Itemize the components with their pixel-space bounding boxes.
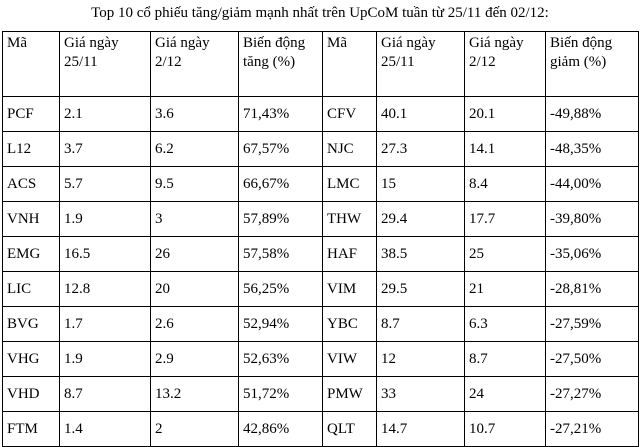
cell-price-end-gainer: 3.6 [151, 97, 239, 132]
cell-ticker-gainer: PCF [3, 97, 60, 132]
cell-price-start-loser: 29.5 [377, 272, 465, 307]
cell-price-end-loser: 10.7 [465, 412, 546, 447]
cell-ticker-gainer: VHD [3, 377, 60, 412]
cell-price-start-gainer: 1.7 [60, 307, 151, 342]
header-price-end-gainers: Giá ngày 2/12 [151, 32, 239, 97]
cell-price-start-gainer: 3.7 [60, 132, 151, 167]
cell-ticker-gainer: EMG [3, 237, 60, 272]
cell-price-end-loser: 21 [465, 272, 546, 307]
cell-price-end-gainer: 2.9 [151, 342, 239, 377]
cell-change-gain: 66,67% [239, 167, 323, 202]
cell-price-start-gainer: 5.7 [60, 167, 151, 202]
cell-price-end-gainer: 9.5 [151, 167, 239, 202]
cell-ticker-gainer: LIC [3, 272, 60, 307]
cell-price-end-gainer: 2.6 [151, 307, 239, 342]
header-price-start-losers: Giá ngày 25/11 [377, 32, 465, 97]
table-row [3, 377, 639, 412]
cell-ticker-loser: LMC [323, 167, 377, 202]
header-change-gain: Biến động tăng (%) [239, 32, 323, 97]
cell-change-gain: 42,86% [239, 412, 323, 447]
cell-price-end-loser: 20.1 [465, 97, 546, 132]
table-row [3, 237, 639, 272]
cell-price-start-gainer: 12.8 [60, 272, 151, 307]
cell-price-start-loser: 27.3 [377, 132, 465, 167]
cell-price-end-loser: 6.3 [465, 307, 546, 342]
cell-change-gain: 57,58% [239, 237, 323, 272]
table-row [3, 412, 639, 447]
cell-ticker-loser: NJC [323, 132, 377, 167]
cell-price-end-gainer: 26 [151, 237, 239, 272]
cell-price-start-loser: 38.5 [377, 237, 465, 272]
cell-ticker-loser: YBC [323, 307, 377, 342]
cell-price-end-loser: 14.1 [465, 132, 546, 167]
cell-ticker-loser: VIW [323, 342, 377, 377]
cell-change-gain: 56,25% [239, 272, 323, 307]
cell-price-start-gainer: 2.1 [60, 97, 151, 132]
cell-ticker-loser: QLT [323, 412, 377, 447]
cell-ticker-gainer: FTM [3, 412, 60, 447]
table-row [3, 97, 639, 132]
table-row [3, 167, 639, 202]
cell-price-end-loser: 25 [465, 237, 546, 272]
cell-price-end-gainer: 3 [151, 202, 239, 237]
table-row [3, 342, 639, 377]
cell-price-end-gainer: 6.2 [151, 132, 239, 167]
table-row [3, 307, 639, 342]
header-row [3, 32, 639, 97]
cell-ticker-loser: CFV [323, 97, 377, 132]
cell-price-end-gainer: 13.2 [151, 377, 239, 412]
cell-price-end-loser: 8.4 [465, 167, 546, 202]
header-ticker-gainers: Mã [3, 32, 60, 97]
cell-price-start-loser: 33 [377, 377, 465, 412]
cell-price-start-loser: 15 [377, 167, 465, 202]
header-price-start-gainers: Giá ngày 25/11 [60, 32, 151, 97]
cell-change-gain: 71,43% [239, 97, 323, 132]
cell-ticker-gainer: L12 [3, 132, 60, 167]
cell-price-start-loser: 14.7 [377, 412, 465, 447]
cell-change-loss: -49,88% [546, 97, 639, 132]
cell-price-end-loser: 8.7 [465, 342, 546, 377]
cell-price-start-gainer: 1.4 [60, 412, 151, 447]
cell-change-gain: 51,72% [239, 377, 323, 412]
cell-change-loss: -27,50% [546, 342, 639, 377]
cell-price-start-loser: 40.1 [377, 97, 465, 132]
cell-ticker-gainer: VHG [3, 342, 60, 377]
cell-ticker-loser: THW [323, 202, 377, 237]
header-price-end-losers: Giá ngày 2/12 [465, 32, 546, 97]
cell-price-start-gainer: 1.9 [60, 202, 151, 237]
cell-ticker-gainer: VNH [3, 202, 60, 237]
header-change-loss: Biến động giảm (%) [546, 32, 639, 97]
cell-change-loss: -27,59% [546, 307, 639, 342]
stock-movers-table [2, 31, 639, 447]
cell-ticker-loser: VIM [323, 272, 377, 307]
cell-price-end-loser: 24 [465, 377, 546, 412]
table-caption: Top 10 cổ phiếu tăng/giảm mạnh nhất trên UpCoM tuần từ 25/11 đến 02/12: [91, 5, 549, 21]
cell-change-gain: 67,57% [239, 132, 323, 167]
cell-price-start-gainer: 8.7 [60, 377, 151, 412]
cell-price-start-loser: 29.4 [377, 202, 465, 237]
cell-change-loss: -35,06% [546, 237, 639, 272]
cell-price-end-loser: 17.7 [465, 202, 546, 237]
table-row [3, 202, 639, 237]
table-row [3, 272, 639, 307]
cell-change-loss: -28,81% [546, 272, 639, 307]
cell-change-loss: -44,00% [546, 167, 639, 202]
cell-change-loss: -27,21% [546, 412, 639, 447]
cell-change-gain: 52,63% [239, 342, 323, 377]
cell-price-start-loser: 8.7 [377, 307, 465, 342]
cell-change-loss: -27,27% [546, 377, 639, 412]
cell-price-end-gainer: 2 [151, 412, 239, 447]
cell-price-start-loser: 12 [377, 342, 465, 377]
cell-price-start-gainer: 1.9 [60, 342, 151, 377]
cell-price-start-gainer: 16.5 [60, 237, 151, 272]
table-body [3, 97, 639, 447]
table-row [3, 132, 639, 167]
cell-ticker-gainer: BVG [3, 307, 60, 342]
cell-change-loss: -48,35% [546, 132, 639, 167]
header-ticker-losers: Mã [323, 32, 377, 97]
cell-ticker-loser: HAF [323, 237, 377, 272]
cell-change-loss: -39,80% [546, 202, 639, 237]
cell-ticker-loser: PMW [323, 377, 377, 412]
cell-price-end-gainer: 20 [151, 272, 239, 307]
cell-ticker-gainer: ACS [3, 167, 60, 202]
cell-change-gain: 52,94% [239, 307, 323, 342]
cell-change-gain: 57,89% [239, 202, 323, 237]
